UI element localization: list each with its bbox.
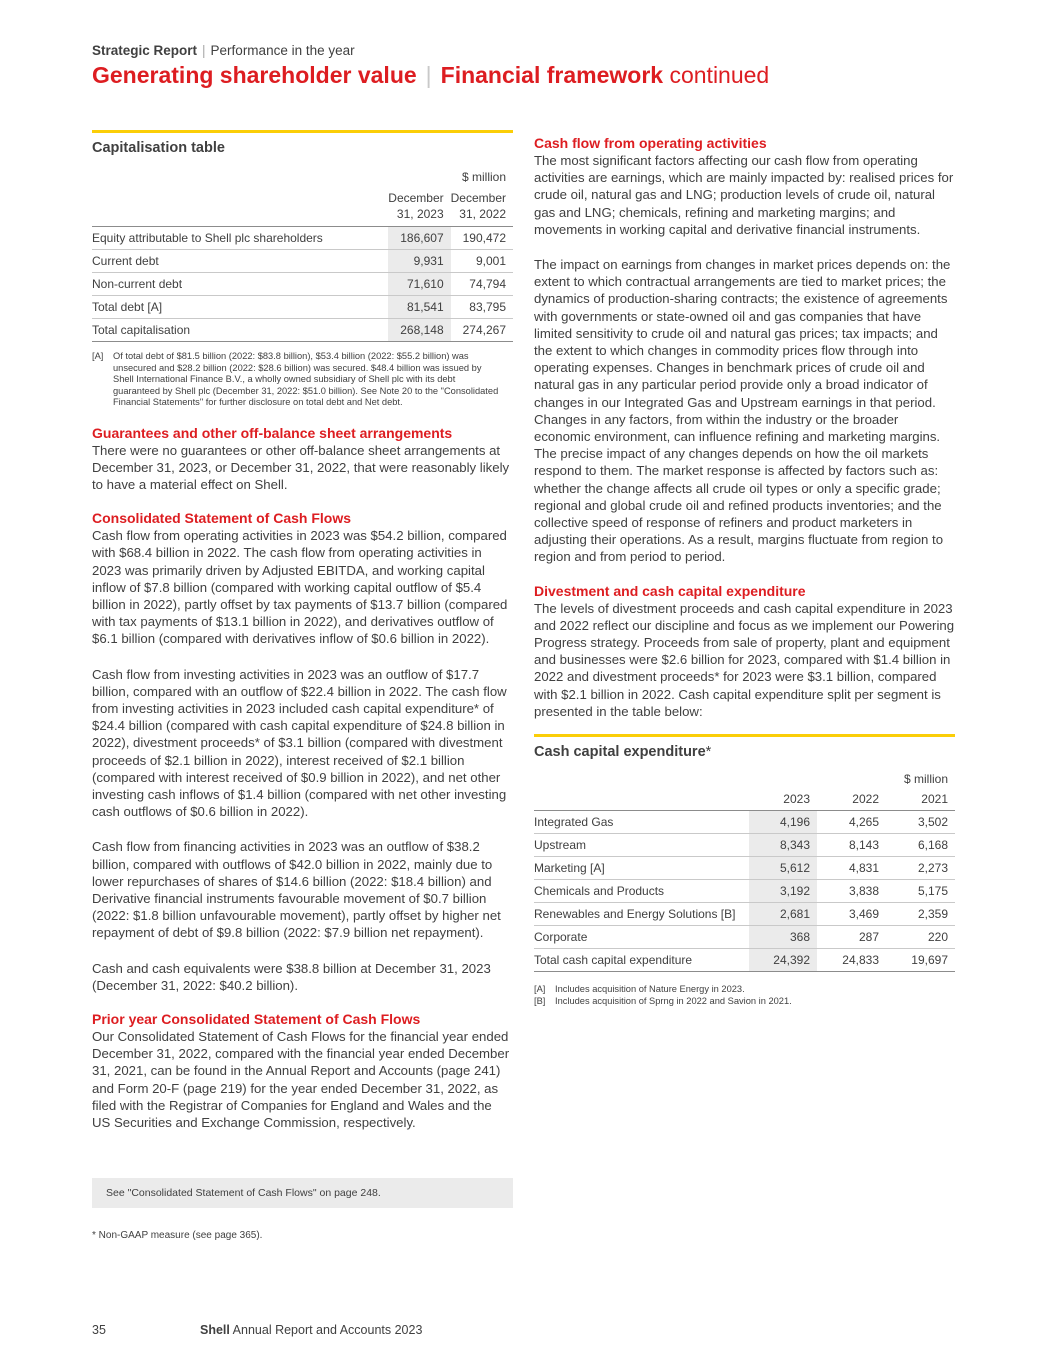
row-label: Upstream — [534, 834, 749, 857]
cell-2023: 9,931 — [388, 250, 450, 273]
cell-2022: 190,472 — [451, 227, 513, 250]
cap-table-footnote — [92, 351, 502, 409]
row-label: Non-current debt — [92, 273, 388, 296]
cap-table-rule — [92, 130, 513, 133]
footer-brand-name: Shell — [200, 1323, 230, 1337]
cell-2022: 74,794 — [451, 273, 513, 296]
table-row — [92, 250, 513, 273]
row-label: Total debt [A] — [92, 296, 388, 319]
capex-footnote — [534, 996, 955, 1008]
cell-2022: 8,143 — [817, 834, 886, 857]
table-row — [92, 319, 513, 342]
operating-paragraph-2: The impact on earnings from changes in market prices depends on: the extent to which contractual arrangements are tied to market prices; the dynamics of production-sharing contracts; the existence of agreements with governments or state-owned oil and gas companies that have limited sensitivity to crude oil and natural gas prices; tax impacts; and the extent to which changes in commodity prices flow through into operating expenses. Changes in benchmark prices of crude oil and natural gas in any particular period provide only a broad indicator of changes in our Integrated Gas and Upstream earnings in that period. Changes in any factors, from within the industry or the broader economic environment, can influence refining and marketing margins. The precise impact of any changes depends on how the oil markets respond to them. The market response is affected by factors such as: whether the change affects all crude oil types or only a specific grade; regional and global crude oil and refined products inventories; and the collective speed of response of refiners and product marketers in adjusting their operations. As a result, margins fluctuate from region to region and from period to period. — [534, 257, 951, 565]
footer-doc-title: Annual Report and Accounts 2023 — [232, 1323, 423, 1337]
cashflows-paragraph-4: Cash and cash equivalents were $38.8 billion at December 31, 2023 (December 31, 2022: $40.2 billion). — [92, 960, 491, 993]
guarantees-heading: Guarantees and other off-balance sheet arrangements — [92, 424, 453, 441]
cap-unit: $ million — [461, 170, 506, 184]
capex-footnote — [534, 984, 955, 996]
table-row — [534, 834, 955, 857]
table-row — [534, 949, 955, 972]
table-row — [92, 273, 513, 296]
page-title — [92, 62, 769, 89]
cell-2022: 4,265 — [817, 811, 886, 834]
table-row — [92, 227, 513, 250]
row-label: Chemicals and Products — [534, 880, 749, 903]
capex-title-mark: * — [705, 744, 712, 761]
capex-table — [534, 772, 955, 972]
cashflows-paragraph-2: Cash flow from investing activities in 2023 was an outflow of $17.7 billion, compared with an outflow of $22.4 billion in 2022. The cash flow from investing activities in 2023 included cash capital expenditure* of $24.4 billion (compared with cash capital expenditure of $24.8 billion in 2022), divestment proceeds* of $3.1 billion (compared with divestment proceeds of $2.1 billion in 2022), interest received of $2.1 billion (compared with interest received of $0.9 billion in 2022), and net other investing cash inflows of $1.4 billion (compared with net other investing cash outflows of $0.6 billion in 2022). — [92, 666, 507, 820]
cell-2023: 2,681 — [749, 903, 817, 926]
table-unit-row — [534, 772, 955, 792]
cashflows-paragraph-3: Cash flow from financing activities in 2023 was an outflow of $38.2 billion, compared with outflows of $42.0 billion in 2022, mainly due to lower repurchases of shares of $14.6 billion (2022: $18.4 billion) and Derivative financial instruments favourable movement of $0.7 billion (2022: $1.8 billion unfavourable movement), partly offset by higher net repayment of debt of $9.8 billion (2022: $7.9 billion net repayment). — [92, 839, 501, 941]
footnote-text: Includes acquisition of Sprng in 2022 and Savion in 2021. — [555, 995, 792, 1006]
table-header-row — [534, 792, 955, 811]
row-label: Renewables and Energy Solutions [B] — [534, 903, 749, 926]
see-reference-box — [92, 1178, 513, 1208]
page-title-secondary: Financial framework — [440, 62, 664, 88]
page-title-main: Generating shareholder value — [92, 62, 417, 88]
table-header-row — [92, 190, 513, 227]
capex-col-2023: 2023 — [749, 792, 817, 811]
cell-2021: 5,175 — [886, 880, 955, 903]
table-row — [534, 857, 955, 880]
guarantees-text: There were no guarantees or other off-balance sheet arrangements at December 31, 2023, or December 31, 2022, that were reasonably likely to have a material effect on Shell. — [92, 442, 510, 492]
title-separator: | — [425, 62, 432, 88]
row-label: Equity attributable to Shell plc shareholders — [92, 227, 388, 250]
footnote-text: Includes acquisition of Nature Energy in 2023. — [555, 984, 745, 995]
capex-col-2022: 2022 — [817, 792, 886, 811]
capex-table-title — [534, 744, 955, 760]
cell-2022: 4,831 — [817, 857, 886, 880]
operating-heading: Cash flow from operating activities — [534, 135, 767, 151]
row-label: Current debt — [92, 250, 388, 273]
capitalisation-table — [92, 170, 513, 342]
divestment-heading: Divestment and cash capital expenditure — [534, 582, 806, 599]
capex-title-text: Cash capital expenditure — [534, 744, 706, 761]
cap-table-title: Capitalisation table — [92, 140, 225, 156]
cell-2023: 81,541 — [388, 296, 450, 319]
cell-2022: 9,001 — [451, 250, 513, 273]
footnote-key: [A] — [92, 351, 104, 361]
table-row — [534, 811, 955, 834]
cell-2023: 8,343 — [749, 834, 817, 857]
row-label: Integrated Gas — [534, 811, 749, 834]
capex-col-2021: 2021 — [886, 792, 955, 811]
prior-year-text: Our Consolidated Statement of Cash Flows for the financial year ended December 31, 2022, compared with the financial year ended December 31, 2021, can be found in the Annual Report and Accounts (page 241) and Form 20-F (page 219) for the year ended December 31, 2022, as filed with the Registrar of Companies for England and Wales and the US Securities and Exchange Commission, respectively. — [92, 1028, 510, 1130]
cell-2022: 287 — [817, 926, 886, 949]
cell-2022: 24,833 — [817, 949, 886, 972]
footer-brand — [200, 1323, 422, 1337]
operating-paragraph-1: The most significant factors affecting our cash flow from operating activities are earnings, which are mainly impacted by: realised prices for crude oil, natural gas and LNG; production levels of crude oil, natural gas and LNG; chemicals, refining and marketing margins; and movements in working capital and derivative financial instruments. — [534, 153, 954, 237]
cell-2023: 268,148 — [388, 319, 450, 342]
breadcrumb — [92, 43, 355, 58]
cell-2021: 2,273 — [886, 857, 955, 880]
cell-2022: 274,267 — [451, 319, 513, 342]
table-row — [534, 926, 955, 949]
page-number: 35 — [92, 1323, 106, 1337]
cell-2023: 24,392 — [749, 949, 817, 972]
cell-2021: 3,502 — [886, 811, 955, 834]
see-reference-link[interactable]: See "Consolidated Statement of Cash Flows" on page 248. — [106, 1187, 381, 1199]
cap-col-2023: December 31, 2023 — [388, 190, 450, 227]
cell-2023: 3,192 — [749, 880, 817, 903]
footnote-key: [A] — [534, 984, 546, 995]
cell-2023: 71,610 — [388, 273, 450, 296]
table-row — [534, 903, 955, 926]
left-column — [92, 130, 513, 1131]
capex-table-rule — [534, 734, 955, 737]
breadcrumb-separator: | — [202, 43, 206, 58]
breadcrumb-section: Strategic Report — [92, 43, 198, 58]
cap-col-2022: December 31, 2022 — [451, 190, 513, 227]
non-gaap-note: * Non-GAAP measure (see page 365). — [92, 1230, 263, 1241]
row-label: Marketing [A] — [534, 857, 749, 880]
capex-unit: $ million — [903, 772, 948, 787]
cell-2022: 3,469 — [817, 903, 886, 926]
cashflows-heading: Consolidated Statement of Cash Flows — [92, 510, 352, 527]
table-row — [92, 296, 513, 319]
row-label: Total cash capital expenditure — [534, 949, 749, 972]
right-column — [534, 130, 955, 1007]
cell-2022: 83,795 — [451, 296, 513, 319]
divestment-text: The levels of divestment proceeds and cash capital expenditure in 2023 and 2022 reflect our discipline and focus as we implement our Powering Progress strategy. Proceeds from sale of property, plant and equipment and businesses were $2.6 billion for 2023, compared with $1.4 billion in 2022 and divestment proceeds* for 2023 were $3.1 billion, compared with $2.1 billion in 2022. Cash capital expenditure split per segment is presented in the table below: — [534, 600, 955, 719]
row-label: Corporate — [534, 926, 749, 949]
cell-2023: 186,607 — [388, 227, 450, 250]
table-unit-row — [92, 170, 513, 190]
prior-year-heading: Prior year Consolidated Statement of Cash Flows — [92, 1010, 421, 1027]
page-title-suffix: continued — [669, 62, 770, 88]
cell-2021: 2,359 — [886, 903, 955, 926]
table-row — [534, 880, 955, 903]
footnote-text: Of total debt of $81.5 billion (2022: $83.8 billion), $53.4 billion (2022: $55.2 billion) was unsecured and $28.2 billion (2022: $28.6 billion) was secured. $48.4 billion was issued by Shell International Finance B.V., a wholly owned subsidiary of Shell plc with its debt guaranteed by Shell plc (December 31, 2022: $51.0 billion). See Note 20 to the "Consolidated Financial Statements" for further disclosure on total debt and Net debt. — [113, 351, 499, 407]
cell-2023: 5,612 — [749, 857, 817, 880]
breadcrumb-subsection: Performance in the year — [210, 43, 355, 58]
cell-2023: 368 — [749, 926, 817, 949]
cell-2021: 6,168 — [886, 834, 955, 857]
cell-2023: 4,196 — [749, 811, 817, 834]
cashflows-paragraph-1: Cash flow from operating activities in 2023 was $54.2 billion, compared with $68.4 billion in 2022. The cash flow from operating activities in 2023 was primarily driven by Adjusted EBITDA, and working capital inflow of $7.8 billion (compared with working capital outflow of $5.4 billion in 2022), partly offset by tax payments of $13.7 billion (compared with tax payments of $13.1 billion in 2022), and derivatives outflow of $6.1 billion (compared with derivatives inflow of $0.6 billion in 2022). — [92, 528, 508, 647]
cell-2021: 220 — [886, 926, 955, 949]
footnote-key: [B] — [534, 995, 546, 1006]
cell-2021: 19,697 — [886, 949, 955, 972]
cell-2022: 3,838 — [817, 880, 886, 903]
row-label: Total capitalisation — [92, 319, 388, 342]
